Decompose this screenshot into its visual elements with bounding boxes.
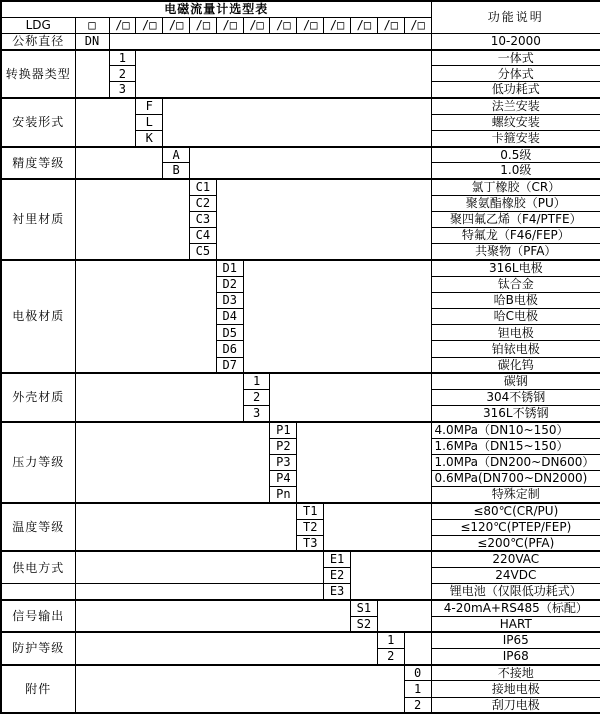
empty-gap [75,632,377,664]
desc-cell: 螺纹安装 [431,114,600,130]
code-cell: P1 [270,422,297,438]
code-cell: C3 [189,211,216,227]
empty-gap [75,422,270,503]
code-cell: F [136,98,163,114]
code-cell: 1 [377,632,404,648]
code-cell: E3 [324,584,351,600]
empty-gap [404,632,431,664]
code-cell: 1 [404,681,431,697]
desc-cell: 1.6MPa（DN15~150） [431,438,600,454]
desc-cell: 钛合金 [431,276,600,292]
code-slot: /□ [297,17,324,33]
desc-cell: 316L电极 [431,260,600,276]
desc-cell: 刮刀电极 [431,697,600,713]
page-title: 电磁流量计选型表 [1,1,431,17]
desc-cell: 特氟龙（F46/FEP） [431,228,600,244]
empty-gap [75,503,297,552]
category-accessories: 附件 [1,665,75,714]
code-cell: P2 [270,438,297,454]
code-slot: /□ [243,17,270,33]
code-cell: E1 [324,551,351,567]
desc-cell: 分体式 [431,66,600,82]
code-cell: 3 [243,406,270,422]
code-slot: /□ [216,17,243,33]
empty-gap [377,600,431,632]
code-cell: Pn [270,487,297,503]
desc-cell: 220VAC [431,551,600,567]
code-cell: D4 [216,309,243,325]
desc-cell: 碳化钨 [431,357,600,373]
empty-gap [75,50,109,99]
category-nominal-diameter: 公称直径 [1,33,75,49]
desc-cell: 聚四氟乙烯（F4/PTFE） [431,211,600,227]
desc-cell: 锂电池（仅限低功耗式） [431,584,600,600]
desc-cell: 不接地 [431,665,600,681]
category-electrode-material: 电极材质 [1,260,75,373]
base-code-box: □ [75,17,109,33]
desc-cell: HART [431,616,600,632]
code-cell: T2 [297,519,324,535]
desc-cell: 聚氨酯橡胶（PU） [431,195,600,211]
code-cell: L [136,114,163,130]
code-cell: E2 [324,568,351,584]
category-converter-type: 转换器类型 [1,50,75,99]
code-slot: /□ [109,17,136,33]
code-cell: K [136,131,163,147]
desc-cell: IP68 [431,649,600,665]
empty-gap [75,260,216,373]
category-housing-material: 外壳材质 [1,373,75,422]
code-cell: D3 [216,292,243,308]
code-slot: /□ [270,17,297,33]
empty-gap [75,373,243,422]
empty-gap [350,551,431,600]
category-installation-type: 安装形式 [1,98,75,147]
code-cell: D1 [216,260,243,276]
desc-cell: ≤200℃(PFA) [431,535,600,551]
code-cell: 2 [109,66,136,82]
empty-gap [75,551,324,583]
desc-cell: 0.6MPa(DN700~DN2000) [431,470,600,486]
desc-cell: 24VDC [431,568,600,584]
code-cell: C2 [189,195,216,211]
code-cell: 2 [243,390,270,406]
desc-cell: ≤120℃(PTEP/FEP) [431,519,600,535]
empty-gap [75,179,189,260]
desc-cell: 哈B电极 [431,292,600,308]
code-slot: /□ [163,17,190,33]
desc-cell: 钽电极 [431,325,600,341]
empty-gap [189,147,431,179]
desc-cell: 4-20mA+RS485（标配） [431,600,600,616]
desc-cell: 铂铱电极 [431,341,600,357]
code-cell: C4 [189,228,216,244]
empty-gap [75,584,324,600]
code-cell: D6 [216,341,243,357]
code-cell: D5 [216,325,243,341]
code-cell: 0 [404,665,431,681]
code-cell: A [163,147,190,163]
code-cell: C5 [189,244,216,260]
category-pressure-rating: 压力等级 [1,422,75,503]
code-slot: /□ [350,17,377,33]
model-prefix: LDG [1,17,75,33]
code-cell: 1 [109,50,136,66]
desc-cell: 0.5级 [431,147,600,163]
code-cell: D7 [216,357,243,373]
empty-gap [243,260,431,373]
desc-cell: 共聚物（PFA） [431,244,600,260]
code-cell: P4 [270,470,297,486]
desc-cell: 10-2000 [431,33,600,49]
empty-category-cell [1,584,75,600]
function-column-header: 功能说明 [431,1,600,33]
empty-gap [75,600,350,632]
desc-cell: 低功耗式 [431,82,600,98]
code-cell: 3 [109,82,136,98]
category-signal-output: 信号输出 [1,600,75,632]
category-lining-material: 衬里材质 [1,179,75,260]
desc-cell: 一体式 [431,50,600,66]
code-cell: S2 [350,616,377,632]
empty-gap [75,147,163,179]
code-slot: /□ [324,17,351,33]
empty-gap [109,33,431,49]
code-cell: B [163,163,190,179]
category-temperature-rating: 温度等级 [1,503,75,552]
code-slot: /□ [136,17,163,33]
code-cell: C1 [189,179,216,195]
code-cell: 1 [243,373,270,389]
desc-cell: 卡箍安装 [431,131,600,147]
code-cell: T1 [297,503,324,519]
desc-cell: 碳钢 [431,373,600,389]
code-cell: 2 [377,649,404,665]
empty-gap [75,665,404,714]
desc-cell: IP65 [431,632,600,648]
desc-cell: 氯丁橡胶（CR） [431,179,600,195]
category-protection-class: 防护等级 [1,632,75,664]
desc-cell: 特殊定制 [431,487,600,503]
desc-cell: 1.0级 [431,163,600,179]
code-cell: D2 [216,276,243,292]
desc-cell: 接地电极 [431,681,600,697]
empty-gap [136,50,431,99]
code-cell: T3 [297,535,324,551]
desc-cell: 4.0MPa（DN10~150） [431,422,600,438]
desc-cell: 哈C电极 [431,309,600,325]
code-slot: /□ [404,17,431,33]
desc-cell: 316L不锈钢 [431,406,600,422]
empty-gap [324,503,431,552]
code-cell: DN [75,33,109,49]
code-cell: S1 [350,600,377,616]
empty-gap [75,98,136,147]
empty-gap [270,373,431,422]
empty-gap [297,422,431,503]
desc-cell: ≤80℃(CR/PU) [431,503,600,519]
desc-cell: 法兰安装 [431,98,600,114]
desc-cell: 304不锈钢 [431,390,600,406]
category-accuracy-class: 精度等级 [1,147,75,179]
code-cell: 2 [404,697,431,713]
code-slot: /□ [377,17,404,33]
empty-gap [216,179,431,260]
desc-cell: 1.0MPa（DN200~DN600） [431,454,600,470]
category-power-supply: 供电方式 [1,551,75,583]
code-cell: P3 [270,454,297,470]
code-slot: /□ [189,17,216,33]
empty-gap [163,98,431,147]
